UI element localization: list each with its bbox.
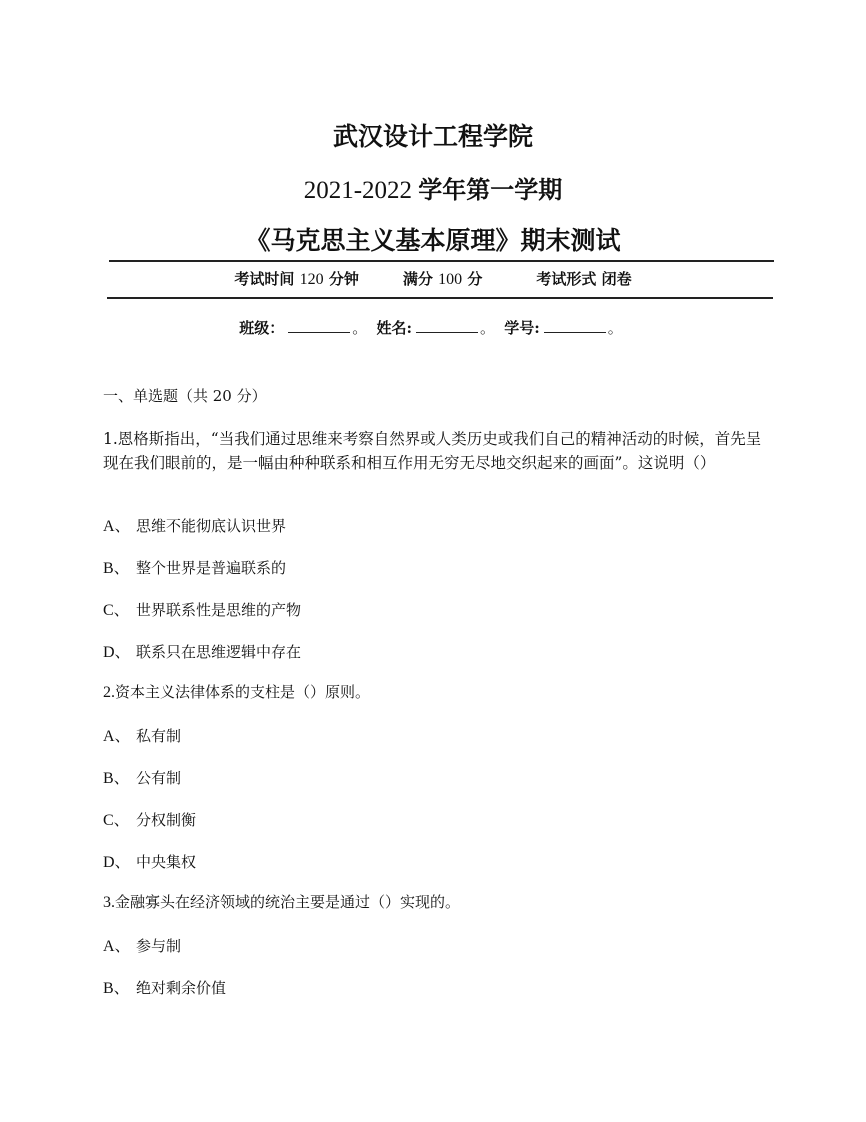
q1-option-c: C、 世界联系性是思维的产物 <box>103 601 302 619</box>
student-fields: 班级： 。 姓名: 。 学号: 。 <box>239 319 623 337</box>
full-score: 满分 100 分 <box>402 270 483 288</box>
q2-option-d: D、 中央集权 <box>103 853 197 871</box>
q2-option-a: A、 私有制 <box>103 727 182 745</box>
student-id-label: 学号: <box>504 319 540 337</box>
term-year: 2021-2022 <box>303 177 413 204</box>
section-heading: 一、单选题（共 20 分） <box>103 387 267 405</box>
term-label: 学年第一学期 <box>418 175 563 204</box>
q2-option-b: B、 公有制 <box>103 769 182 787</box>
bottom-divider <box>107 297 773 299</box>
course-title: 《马克思主义基本原理》期末测试 <box>245 226 621 255</box>
q3-option-b: B、 绝对剩余价值 <box>103 979 227 997</box>
class-blank[interactable] <box>288 318 350 333</box>
term-title <box>0 170 866 205</box>
q1-option-a: A、 思维不能彻底认识世界 <box>103 517 287 535</box>
exam-time: 考试时间 120 分钟 <box>234 270 359 288</box>
question-1: 1.恩格斯指出，“当我们通过思维来考察自然界或人类历史或我们自己的精神活动的时候，首先呈现在我们眼前的，是一幅由种种联系和相互作用无穷无尽地交织起来的画面”。这说明（） <box>103 430 762 472</box>
name-label: 姓名: <box>376 319 412 337</box>
q3-option-a: A、 参与制 <box>103 937 182 955</box>
question-3: 3.金融寡头在经济领域的统治主要是通过（）实现的。 <box>103 893 461 911</box>
q1-option-d: D、 联系只在思维逻辑中存在 <box>103 643 302 661</box>
top-divider <box>109 260 774 262</box>
q2-option-c: C、 分权制衡 <box>103 811 197 829</box>
school-name: 武汉设计工程学院 <box>332 122 533 151</box>
student-id-blank[interactable] <box>544 318 606 333</box>
class-label: 班级： <box>239 319 285 337</box>
exam-info-row <box>0 268 866 289</box>
name-blank[interactable] <box>416 318 478 333</box>
exam-format: 考试形式 闭卷 <box>536 270 632 288</box>
question-2: 2.资本主义法律体系的支柱是（）原则。 <box>103 683 371 701</box>
q1-option-b: B、 整个世界是普遍联系的 <box>103 559 287 577</box>
